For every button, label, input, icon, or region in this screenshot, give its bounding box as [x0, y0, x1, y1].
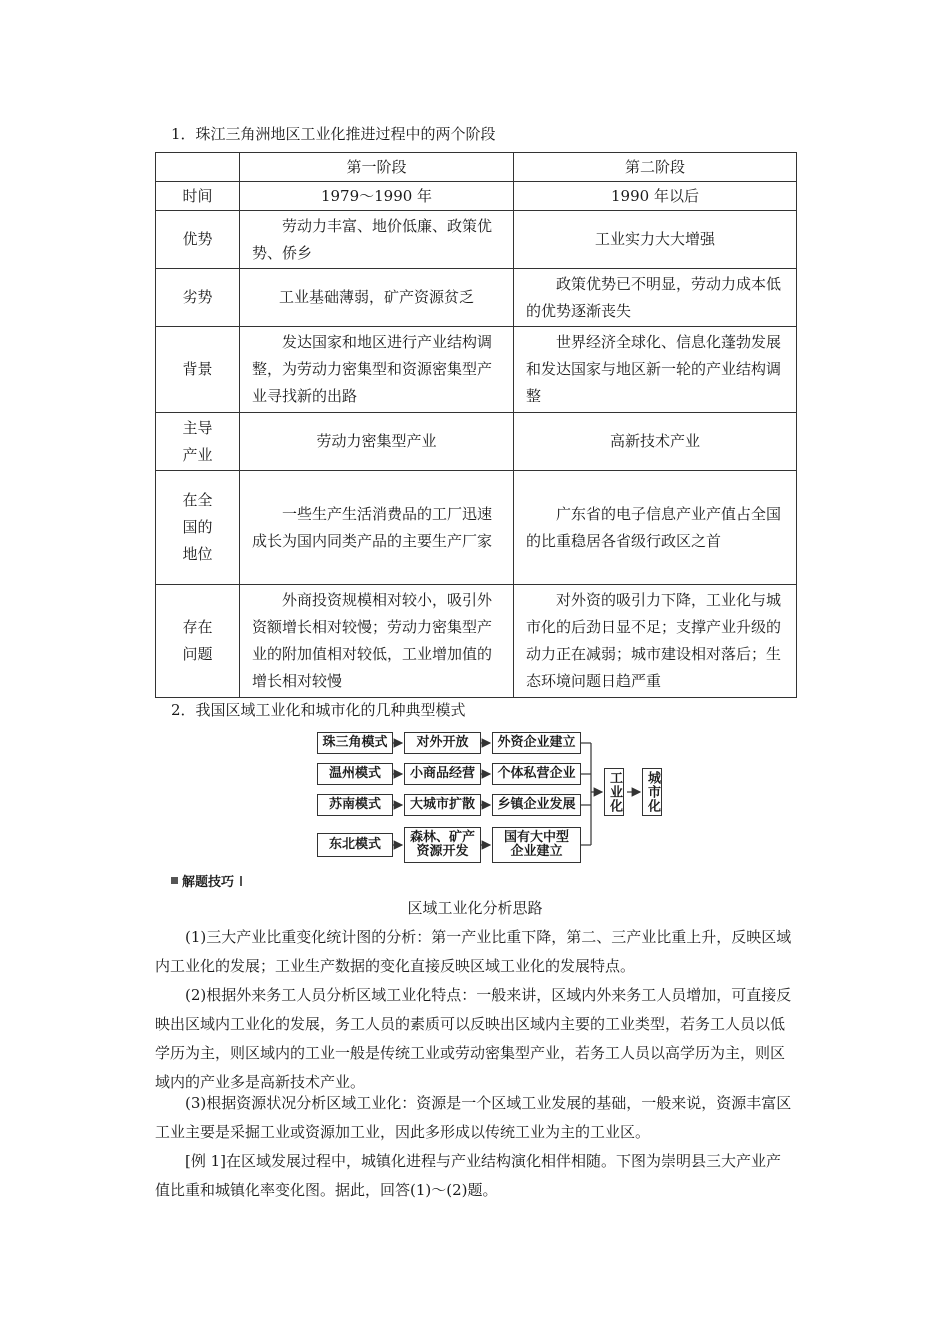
stage2-cell: 对外资的吸引力下降，工业化与城市化的后劲日显不足；支撑产业升级的动力正在减弱；城市建设相对落后；生态环境问题日趋严重 — [514, 585, 797, 698]
table-row — [156, 413, 797, 471]
model-box-pearl-river-delta: 珠三角模式 — [317, 732, 393, 754]
result-box-private-enterprises: 个体私营企业 — [492, 763, 581, 785]
driver-box-small-commodities: 小商品经营 — [404, 763, 481, 785]
table-row — [156, 211, 797, 269]
row-label: 优势 — [156, 211, 240, 269]
stage2-cell: 工业实力大大增强 — [514, 211, 797, 269]
stage2-cell: 1990 年以后 — [514, 182, 797, 211]
result-box-state-enterprises: 国有大中型企业建立 — [492, 827, 581, 863]
row-label: 在全国的地位 — [156, 471, 240, 585]
skills-paragraph-2: (2)根据外来务工人员分析区域工业化特点：一般来讲，区域内外来务工人员增加，可直接反映出区域内工业化的发展，务工人员的素质可以反映出区域内主要的工业类型，若务工人员以低学历为主，则区域内的工业一般是传统工业或劳动密集型产业，若务工人员以高学历为主，则区域内的产业多是高新技术产业。 — [155, 986, 792, 1091]
row-label: 背景 — [156, 327, 240, 413]
skills-paragraph-3: (3)根据资源状况分析区域工业化：资源是一个区域工业发展的基础，一般来说，资源丰富区工业主要是采掘工业或资源加工业，因此多形成以传统工业为主的工业区。 — [155, 1094, 792, 1141]
table-row — [156, 182, 797, 211]
model-box-northeast: 东北模式 — [317, 833, 393, 857]
square-bullet-icon — [171, 877, 178, 884]
example-paragraph: [例 1]在区域发展过程中，城镇化进程与产业结构演化相伴相随。下图为崇明县三大产业产值比重和城镇化率变化图。据此，回答(1)～(2)题。 — [155, 1152, 782, 1199]
table-header-row — [156, 153, 797, 182]
industrialization-box: 工业化 — [604, 768, 624, 816]
stage2-cell: 政策优势已不明显，劳动力成本低的优势逐渐丧失 — [514, 269, 797, 327]
skills-title: 区域工业化分析思路 — [407, 899, 543, 917]
stage-comparison-table — [155, 152, 797, 698]
divider-bar-icon — [240, 876, 242, 886]
table-header-stage1: 第一阶段 — [240, 153, 514, 182]
table-row — [156, 327, 797, 413]
stage1-cell: 1979～1990 年 — [240, 182, 514, 211]
solving-tips-label: 解题技巧 — [182, 875, 235, 890]
model-box-southern-jiangsu: 苏南模式 — [317, 794, 393, 816]
result-box-township-enterprises: 乡镇企业发展 — [492, 794, 581, 816]
row-label: 劣势 — [156, 269, 240, 327]
stage1-cell: 一些生产生活消费品的工厂迅速成长为国内同类产品的主要生产厂家 — [240, 471, 514, 585]
stage2-cell: 世界经济全球化、信息化蓬勃发展和发达国家与地区新一轮的产业结构调整 — [514, 327, 797, 413]
stage2-cell: 广东省的电子信息产业产值占全国的比重稳居各省级行政区之首 — [514, 471, 797, 585]
driver-box-resource-development: 森林、矿产资源开发 — [404, 827, 481, 863]
driver-box-city-diffusion: 大城市扩散 — [404, 794, 481, 816]
stage1-cell: 劳动力丰富、地价低廉、政策优势、侨乡 — [240, 211, 514, 269]
stage1-cell: 劳动力密集型产业 — [240, 413, 514, 471]
section-2-heading: 2．我国区域工业化和城市化的几种典型模式 — [171, 701, 466, 719]
table-row — [156, 471, 797, 585]
stage1-cell: 发达国家和地区进行产业结构调整，为劳动力密集型和资源密集型产业寻找新的出路 — [240, 327, 514, 413]
driver-box-opening-up: 对外开放 — [404, 732, 481, 754]
stage1-cell: 工业基础薄弱，矿产资源贫乏 — [240, 269, 514, 327]
stage1-cell: 外商投资规模相对较小，吸引外资额增长相对较慢；劳动力密集型产业的附加值相对较低，工业增加值的增长相对较慢 — [240, 585, 514, 698]
row-label: 时间 — [156, 182, 240, 211]
section-1-heading: 1．珠江三角洲地区工业化推进过程中的两个阶段 — [171, 125, 496, 143]
table-header-corner — [156, 153, 240, 182]
skills-paragraph-1: (1)三大产业比重变化统计图的分析：第一产业比重下降，第二、三产业比重上升，反映区域内工业化的发展；工业生产数据的变化直接反映区域工业化的发展特点。 — [155, 928, 792, 975]
urbanization-box: 城市化 — [642, 768, 662, 816]
table-row — [156, 585, 797, 698]
result-box-foreign-enterprises: 外资企业建立 — [492, 732, 581, 754]
table-header-stage2: 第二阶段 — [514, 153, 797, 182]
row-label: 主导产业 — [156, 413, 240, 471]
table-row — [156, 269, 797, 327]
stage2-cell: 高新技术产业 — [514, 413, 797, 471]
model-box-wenzhou: 温州模式 — [317, 763, 393, 785]
row-label: 存在问题 — [156, 585, 240, 698]
solving-tips-tag — [171, 871, 242, 890]
